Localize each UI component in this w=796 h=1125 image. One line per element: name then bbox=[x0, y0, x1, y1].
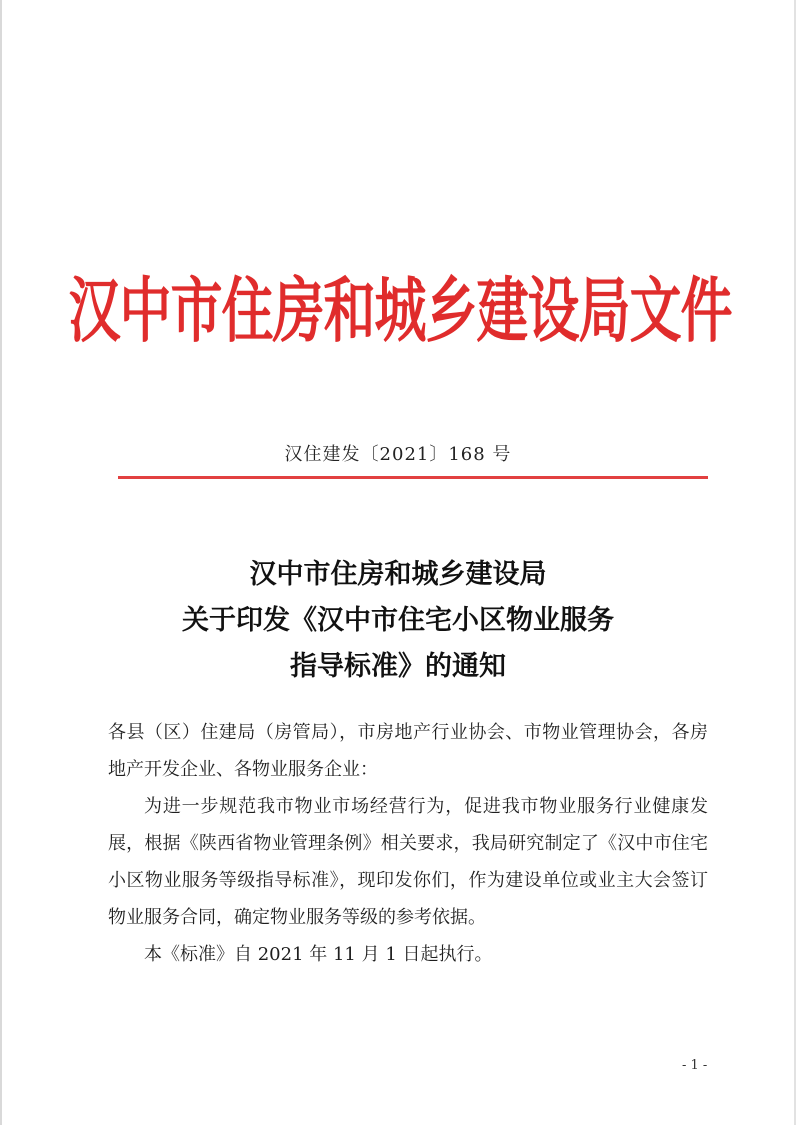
notice-title-line-3: 指导标准》的通知 bbox=[290, 651, 506, 682]
notice-title-line-1: 汉中市住房和城乡建设局 bbox=[249, 559, 547, 590]
red-separator-line bbox=[118, 476, 708, 479]
addressee-paragraph: 各县（区）住建局（房管局），市房地产行业协会、市物业管理协会，各房地产开发企业、各物业服务企业： bbox=[108, 722, 708, 780]
body-paragraph-2: 本《标准》自 2021 年 11 月 1 日起执行。 bbox=[144, 944, 493, 965]
notice-title-line-2: 关于印发《汉中市住宅小区物业服务 bbox=[182, 605, 614, 636]
document-number: 汉住建发〔2021〕168 号 bbox=[284, 444, 512, 465]
page-number: - 1 - bbox=[682, 1058, 708, 1073]
masthead-title: 汉中市住房和城乡建设局文件 bbox=[68, 271, 732, 353]
masthead bbox=[60, 262, 740, 372]
notice-title bbox=[0, 552, 796, 690]
body-paragraph-1: 为进一步规范我市物业市场经营行为，促进我市物业服务行业健康发展，根据《陕西省物业管理条例》相关要求，我局研究制定了《汉中市住宅小区物业服务等级指导标准》，现印发你们，作为建设单位或业主大会签订物业服务合同，确定物业服务等级的参考依据。 bbox=[108, 796, 708, 928]
notice-body bbox=[108, 714, 708, 973]
